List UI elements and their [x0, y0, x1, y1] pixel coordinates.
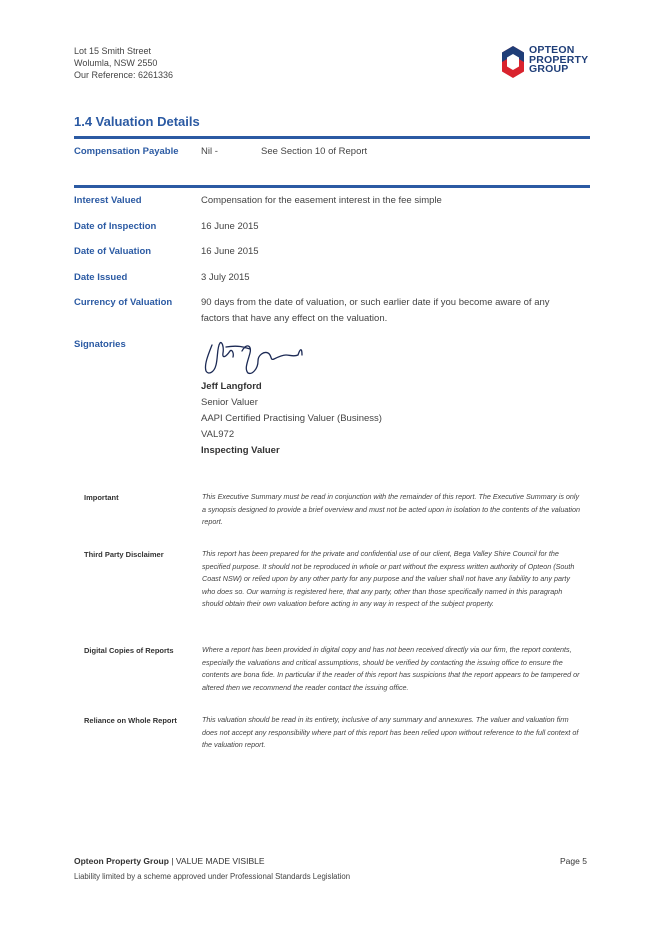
reference-number: Our Reference: 6261336	[74, 70, 174, 80]
section-title: 1.4 Valuation Details	[74, 114, 200, 129]
interest-valued-label: Interest Valued	[74, 195, 142, 206]
valuation-date-value: 16 June 2015	[201, 246, 259, 257]
date-issued-label: Date Issued	[74, 272, 128, 283]
valuation-date-label: Date of Valuation	[74, 246, 152, 257]
section-divider-top	[74, 136, 590, 139]
inspection-date-label: Date of Inspection	[74, 221, 157, 232]
signatory-licence: VAL972	[201, 429, 235, 440]
signatory-title: Senior Valuer	[201, 397, 258, 408]
section-divider-middle	[74, 185, 590, 188]
important-label: Important	[84, 493, 119, 502]
inspection-date-value: 16 June 2015	[201, 221, 259, 232]
interest-valued-value: Compensation for the easement interest in the fee simple	[201, 195, 442, 206]
page-number: Page 5	[560, 856, 587, 866]
date-issued-value: 3 July 2015	[201, 272, 250, 283]
footer-tagline: VALUE MADE VISIBLE	[175, 856, 265, 866]
third-party-disclaimer-label: Third Party Disclaimer	[84, 550, 164, 559]
signatory-block	[201, 379, 382, 459]
digital-copies-label: Digital Copies of Reports	[84, 646, 174, 655]
compensation-value: Nil -	[201, 146, 218, 157]
address-line-1: Lot 15 Smith Street	[74, 46, 152, 56]
footer-liability: Liability limited by a scheme approved under Professional Standards Legislation	[74, 872, 351, 881]
currency-label: Currency of Valuation	[74, 297, 173, 308]
opteon-logo-icon	[500, 44, 526, 80]
footer-company: Opteon Property Group	[74, 856, 169, 866]
digital-copies-text: Where a report has been provided in digital copy and has not been received directly via our firm, the report contents, especially the valuations and critical assumptions, should be verified by contacting the issuing office to ensure the contents are bona fide. In particular if the reader of this report has suspicions that the report appears to be tampered or altered then we recommend the reader contact the issuing office.	[202, 645, 580, 692]
signatories-label: Signatories	[74, 339, 126, 350]
important-text: This Executive Summary must be read in conjunction with the remainder of this report. The Executive Summary is only a synopsis designed to provide a brief overview and must not be acted upon in isolation to the contents of the valuation report.	[202, 492, 580, 526]
footer-separator: |	[168, 856, 176, 866]
signatory-name: Jeff Langford	[201, 381, 262, 392]
logo-wordmark: OPTEON PROPERTY GROUP	[529, 44, 589, 75]
reliance-text: This valuation should be read in its entirety, inclusive of any summary and annexures. The valuer and valuation firm does not accept any responsibility where part of this report has been relied upon without reference to the full context of the valuation report.	[202, 715, 579, 749]
signatory-role: Inspecting Valuer	[201, 445, 280, 456]
compensation-note: See Section 10 of Report	[261, 146, 368, 157]
header-address	[74, 45, 173, 81]
currency-value	[201, 295, 550, 327]
currency-line-1: 90 days from the date of valuation, or such earlier date if you become aware of any	[201, 297, 550, 308]
compensation-label: Compensation Payable	[74, 146, 179, 157]
signatory-qualification: AAPI Certified Practising Valuer (Business)	[201, 413, 382, 424]
address-line-2: Wolumla, NSW 2550	[74, 58, 158, 68]
currency-line-2: factors that have any effect on the valuation.	[201, 313, 388, 324]
third-party-disclaimer-text: This report has been prepared for the private and confidential use of our client, Bega Valley Shire Council for the specified purpose. It should not be reproduced in whole or part without the express written authority of Opteon (South Coast NSW) or relied upon by any other party for any purpose and the valuer shall not have any liability to any party who does so. Our warning is registered here, that any party, other than those specifically named in this paragraph should obtain their own valuation before acting in any way in respect of the subject property.	[202, 549, 575, 608]
footer-brand	[74, 856, 265, 866]
signature-image	[198, 335, 310, 379]
reliance-label: Reliance on Whole Report	[84, 716, 177, 725]
